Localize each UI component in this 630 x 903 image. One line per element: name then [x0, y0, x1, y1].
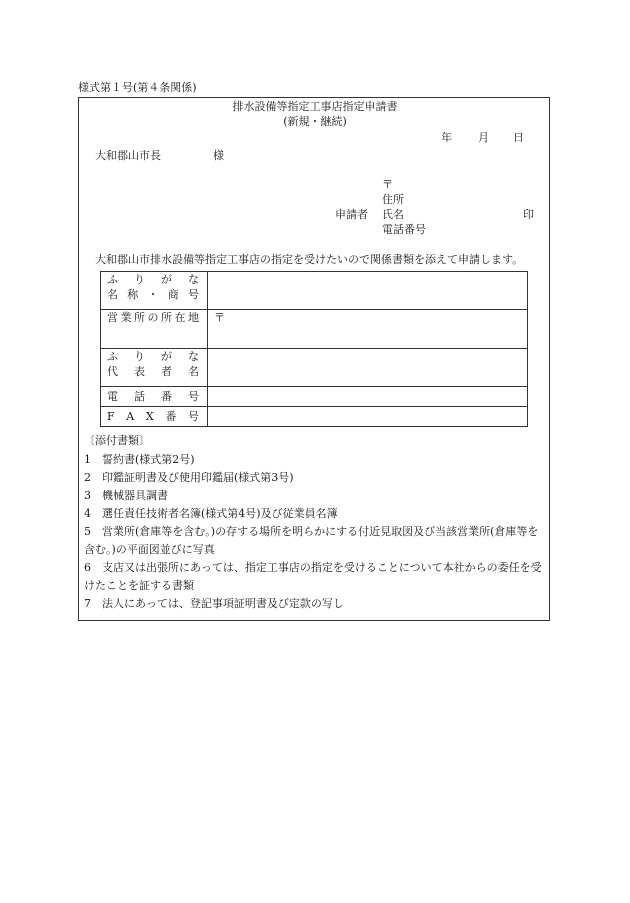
label-office-address: 営 業 所 の 所 在 地 — [101, 310, 208, 349]
date-month: 月 — [478, 131, 489, 144]
attachment-item-7: 7 法人にあっては、登記事項証明書及び定款の写し — [84, 597, 344, 610]
postal-mark: 〒 — [214, 311, 225, 324]
table-row-fax — [101, 407, 528, 427]
attachment-item-3: 3 機械器具調書 — [84, 489, 168, 502]
seal-mark: 印 — [523, 208, 534, 221]
label-phone: 電 話 番 号 — [101, 387, 208, 407]
applicant-postal-mark: 〒 — [382, 178, 393, 191]
representative-field[interactable] — [208, 349, 528, 387]
applicant-info-table — [100, 271, 528, 427]
attachment-item-1: 1 誓約書(様式第2号) — [84, 453, 195, 466]
attachment-item-2: 2 印鑑証明書及び使用印鑑届(様式第3号) — [84, 471, 294, 484]
date-day: 日 — [513, 131, 524, 144]
date-year: 年 — [441, 131, 452, 144]
addressee-name: 大和郡山市長 — [95, 149, 161, 162]
applicant-name-label: 氏名 — [382, 208, 404, 221]
attachments-heading: 〔添付書類〕 — [84, 434, 150, 447]
office-address-field[interactable] — [208, 310, 528, 349]
form-number: 様式第１号(第４条関係) — [78, 81, 197, 94]
company-name-field[interactable] — [208, 272, 528, 310]
table-row-representative — [101, 349, 528, 387]
attachment-item-5: 5 営業所(倉庫等を含む。)の存する場所を明らかにする付近見取図及び当該営業所(倉庫等を含む。)の平面図並びに写真 — [84, 525, 539, 556]
applicant-label: 申請者 — [335, 208, 368, 221]
applicant-address-label: 住所 — [382, 193, 404, 206]
label-representative: ふ り が な 代 表 者 名 — [101, 349, 208, 387]
application-statement: 大和郡山市排水設備等指定工事店の指定を受けたいので関係書類を添えて申請します。 — [95, 253, 524, 266]
table-row-phone — [101, 387, 528, 407]
attachment-item-6: 6 支店又は出張所にあっては、指定工事店の指定を受けることについて本社からの委任を受けたことを証する書類 — [84, 561, 542, 592]
label-fax: F A X 番 号 — [101, 407, 208, 427]
fax-field[interactable] — [208, 407, 528, 427]
applicant-phone-label: 電話番号 — [382, 223, 426, 236]
form-title: 排水設備等指定工事店指定申請書 — [232, 100, 398, 113]
form-subtitle: (新規・継続) — [283, 115, 347, 128]
table-row-name — [101, 272, 528, 310]
table-row-office-address — [101, 310, 528, 349]
phone-field[interactable] — [208, 387, 528, 407]
label-company-name: ふ り が な 名 称 ・ 商 号 — [101, 272, 208, 310]
attachment-item-4: 4 選任責任技術者名簿(様式第4号)及び従業員名簿 — [84, 507, 338, 520]
addressee-honorific: 様 — [213, 149, 224, 162]
